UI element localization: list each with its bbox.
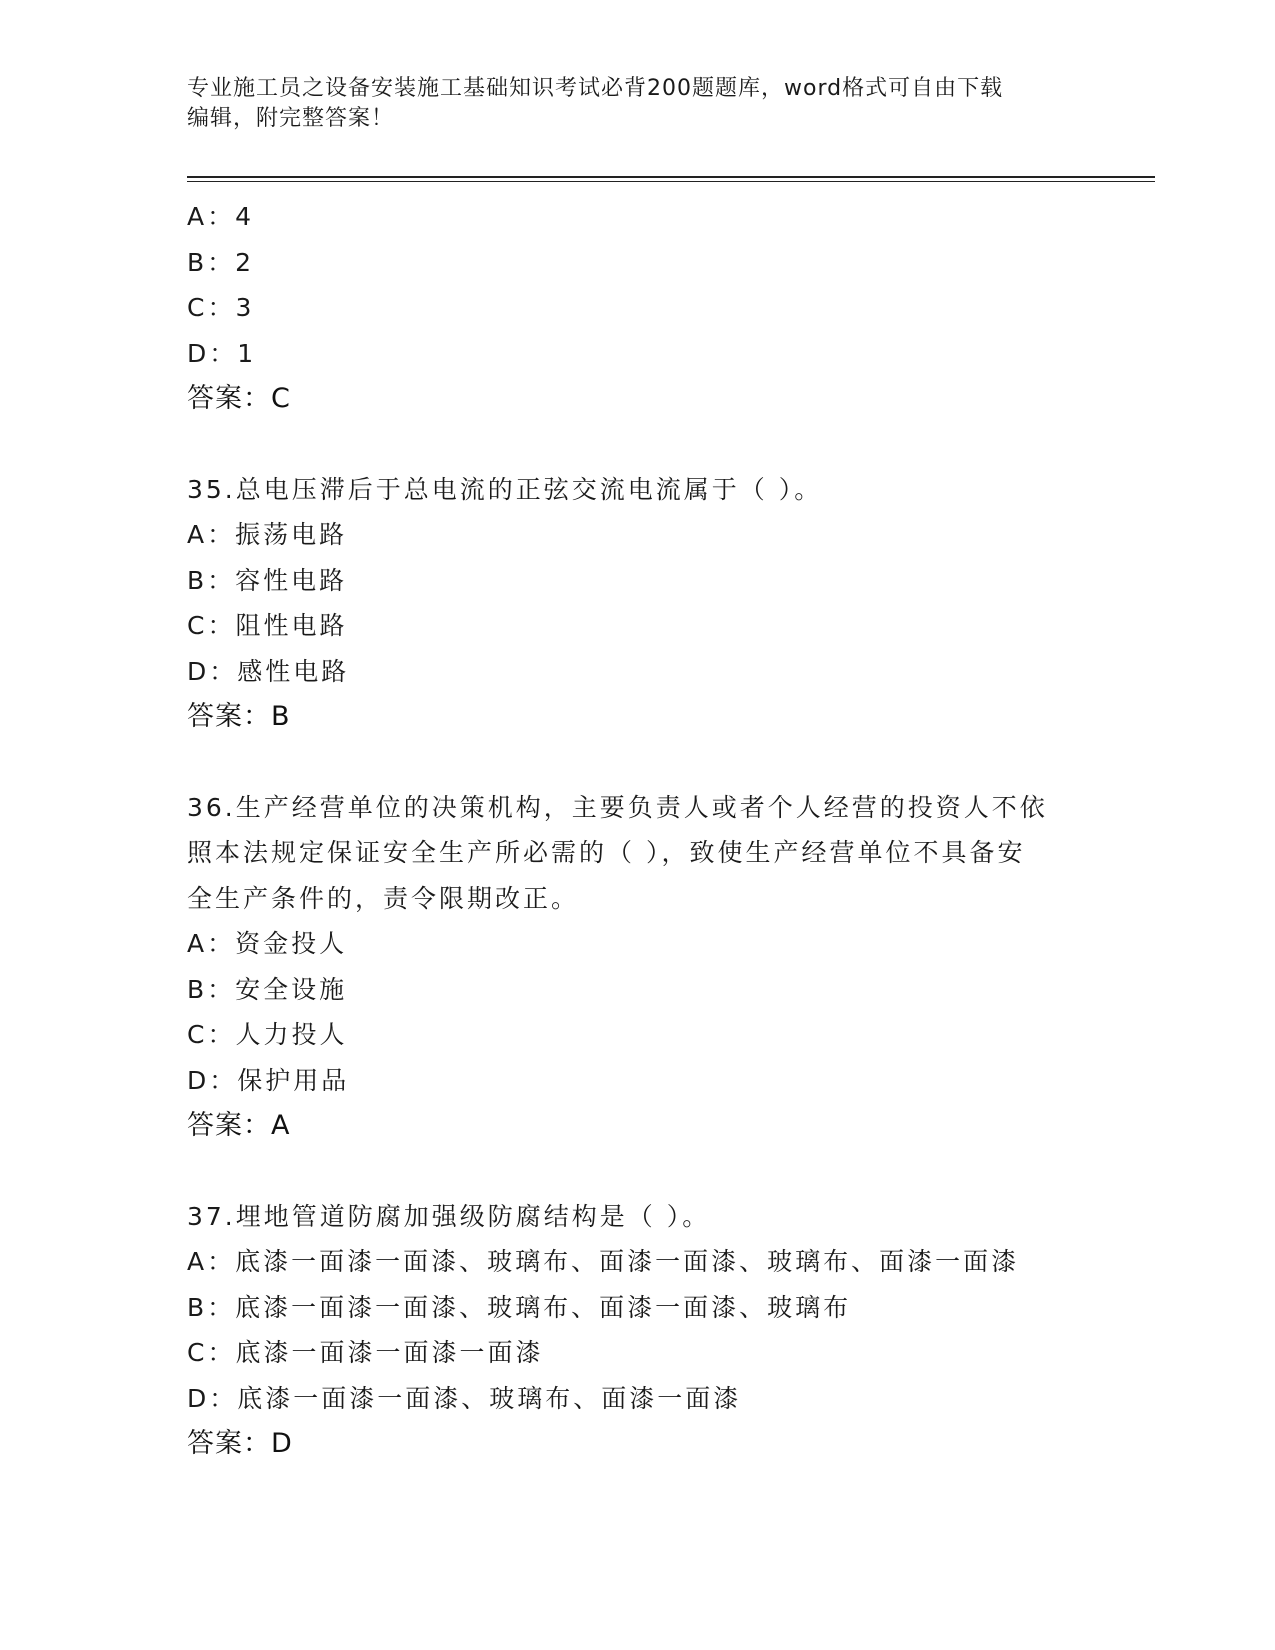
- question-35: [187, 467, 1087, 740]
- question-list: [187, 194, 1087, 1467]
- question-text-line-3: 全生产条件的，责令限期改正。: [187, 883, 580, 913]
- question-37: [187, 1194, 1087, 1467]
- answer-line: 答案：D: [187, 1428, 293, 1459]
- answer-line: 答案：B: [187, 701, 291, 732]
- question-text: 37.埋地管道防腐加强级防腐结构是（ ）。: [187, 1201, 711, 1231]
- question-34: [187, 194, 1087, 422]
- answer-line: 答案：A: [187, 1110, 291, 1141]
- option-b: B：底漆一面漆一面漆、玻璃布、面漆一面漆、玻璃布: [187, 1292, 852, 1322]
- option-c: C：阻性电路: [187, 611, 348, 640]
- option-d: D：保护用品: [187, 1065, 350, 1095]
- option-d: D：1: [187, 338, 257, 368]
- option-c: C：底漆一面漆一面漆一面漆: [187, 1338, 544, 1367]
- option-a: A：底漆一面漆一面漆、玻璃布、面漆一面漆、玻璃布、面漆一面漆: [187, 1247, 1020, 1276]
- question-text-line-1: 36.生产经营单位的决策机构，主要负责人或者个人经营的投资人不依: [187, 792, 1048, 822]
- option-a: A：4: [187, 202, 255, 231]
- option-b: B：容性电路: [187, 565, 348, 595]
- question-text: 35.总电压滞后于总电流的正弦交流电流属于（ ）。: [187, 474, 823, 504]
- spacer: [187, 1149, 1087, 1194]
- header-divider-thin: [187, 181, 1155, 182]
- option-c: C：3: [187, 293, 255, 322]
- answer-line: 答案：C: [187, 383, 291, 414]
- question-text-line-2: 照本法规定保证安全生产所必需的（ ），致使生产经营单位不具备安: [187, 838, 1026, 867]
- option-d: D：感性电路: [187, 656, 350, 686]
- spacer: [187, 740, 1087, 785]
- option-a: A：资金投人: [187, 929, 348, 958]
- option-d: D：底漆一面漆一面漆、玻璃布、面漆一面漆: [187, 1383, 742, 1413]
- header-title-line-1: 专业施工员之设备安装施工基础知识考试必背200题题库，word格式可自由下载: [187, 76, 1004, 101]
- option-a: A：振荡电路: [187, 520, 348, 549]
- option-c: C：人力投人: [187, 1020, 348, 1049]
- option-b: B：安全设施: [187, 974, 348, 1004]
- page-header: [187, 74, 1087, 134]
- spacer: [187, 422, 1087, 467]
- header-divider-thick: [187, 176, 1155, 178]
- header-title-line-2: 编辑，附完整答案！: [187, 106, 395, 131]
- question-36: [187, 785, 1087, 1149]
- option-b: B：2: [187, 247, 255, 277]
